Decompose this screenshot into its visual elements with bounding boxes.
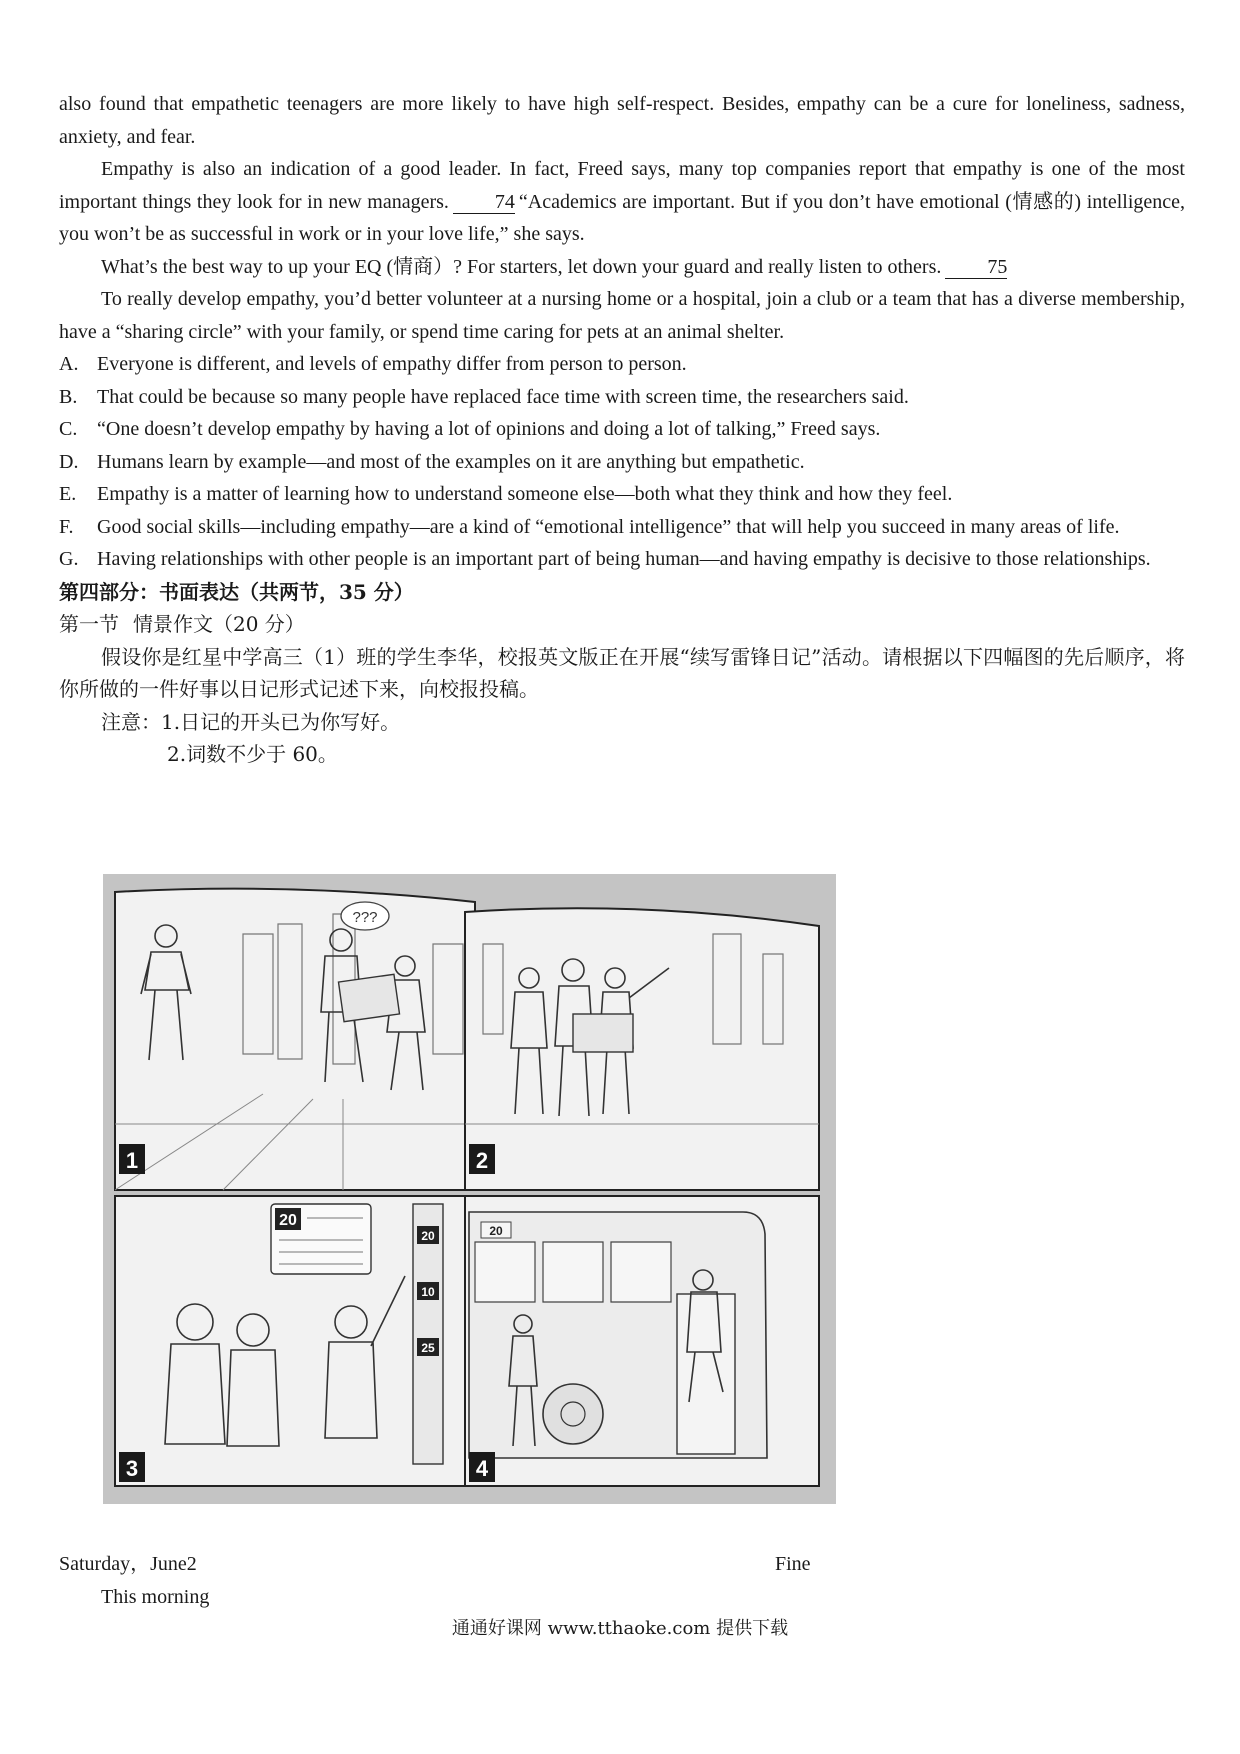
option-f — [59, 511, 1185, 544]
writing-prompt: 假设你是红星中学高三（1）班的学生李华，校报英文版正在开展“续写雷锋日记”活动。请根据以下四幅图的先后顺序，将你所做的一件好事以日记形式记述下来，向校报投稿。 — [59, 644, 1185, 701]
comic-speech-text: ??? — [352, 909, 378, 926]
option-text: Humans learn by example—and most of the examples on it are anything but empathetic. — [97, 450, 805, 473]
comic-calendar-day: 20 — [279, 1212, 297, 1229]
section1-title — [59, 608, 1185, 641]
section1-label: 第一节 — [59, 612, 119, 636]
option-text: Empathy is a matter of learning how to understand someone else—both what they think and how they feel. — [97, 483, 953, 505]
section1-name: 情景作文（20 分） — [133, 612, 305, 636]
option-text: “One doesn’t develop empathy by having a lot of opinions and doing a lot of talking,” Freed says. — [97, 418, 881, 440]
passage-p3-before: What’s the best way to up your EQ (情商）? For starters, let down your guard and really listen to others. — [101, 255, 942, 278]
note-line-2: 2.词数不少于 60。 — [167, 742, 338, 766]
page-content — [59, 88, 1185, 771]
diary-opening: This morning — [101, 1586, 210, 1608]
option-letter: F. — [59, 515, 74, 538]
passage-paragraph-4: To really develop empathy, you’d better volunteer at a nursing home or a hospital, join a club or a team that has a diverse membership, have a “sharing circle” with your family, or spend time caring for pets at an animal shelter. — [59, 288, 1185, 343]
page-footer: 通通好课网 www.tthaoke.com 提供下载 — [451, 1618, 789, 1639]
comic-panel-4-number: 4 — [475, 1456, 489, 1481]
comic-panel-1 — [115, 889, 475, 1190]
diary-weather: Fine — [775, 1553, 811, 1575]
option-text: Having relationships with other people is an important part of being human—and having empathy is decisive to those relationships. — [97, 548, 1151, 570]
diary-date: Saturday，June2 — [59, 1553, 197, 1575]
option-letter: D. — [59, 450, 79, 473]
blank-75: 75 — [945, 256, 1007, 279]
option-letter: G. — [59, 548, 79, 570]
passage-p2-before: Empathy is also an indication of a good leader. In fact, Freed says, many top companies report that empathy is one of the most important things they look for in new managers. — [59, 158, 1185, 213]
passage-paragraph-3 — [59, 251, 1185, 284]
blank-74: 74 — [453, 191, 515, 214]
comic-picture — [103, 874, 836, 1504]
passage-paragraph-1: also found that empathetic teenagers are more likely to have high self-respect. Besides, empathy can be a cure for loneliness, sadness, anxiety, and fear. — [59, 93, 1185, 148]
comic-bus-route: 20 — [489, 1224, 503, 1238]
passage-paragraph-2 — [59, 153, 1185, 251]
part4-title: 第四部分：书面表达（共两节，35 分） — [59, 579, 414, 604]
comic-stop-route-2: 10 — [421, 1285, 435, 1299]
comic-panel-3 — [115, 1196, 475, 1486]
comic-panel-1-number: 1 — [125, 1148, 139, 1173]
option-letter: B. — [59, 385, 78, 408]
option-e — [59, 478, 1185, 511]
comic-panel-3-number: 3 — [125, 1456, 139, 1481]
comic-stop-route-3: 25 — [421, 1341, 435, 1355]
option-text: That could be because so many people have replaced face time with screen time, the researchers said. — [97, 385, 909, 408]
comic-panel-4 — [465, 1196, 819, 1486]
passage-p2-after: “Academics are important. But if you don’t have emotional (情感的) intelligence, you won’t be as successful in work or in your love life,” she says. — [59, 190, 1186, 245]
comic-panel-2 — [465, 908, 819, 1190]
option-letter: C. — [59, 418, 78, 440]
option-b — [59, 381, 1185, 414]
note-line-1: 注意：1.日记的开头已为你写好。 — [101, 709, 401, 734]
option-g — [59, 543, 1185, 576]
option-letter: E. — [59, 483, 77, 505]
comic-stop-route-1: 20 — [421, 1229, 435, 1243]
option-text: Good social skills—including empathy—are a kind of “emotional intelligence” that will help you succeed in many areas of life. — [97, 515, 1120, 538]
option-text: Everyone is different, and levels of empathy differ from person to person. — [97, 353, 687, 375]
option-letter: A. — [59, 353, 79, 375]
option-c — [59, 413, 1185, 446]
comic-panel-2-number: 2 — [475, 1148, 489, 1173]
option-a — [59, 348, 1185, 381]
option-d — [59, 446, 1185, 479]
